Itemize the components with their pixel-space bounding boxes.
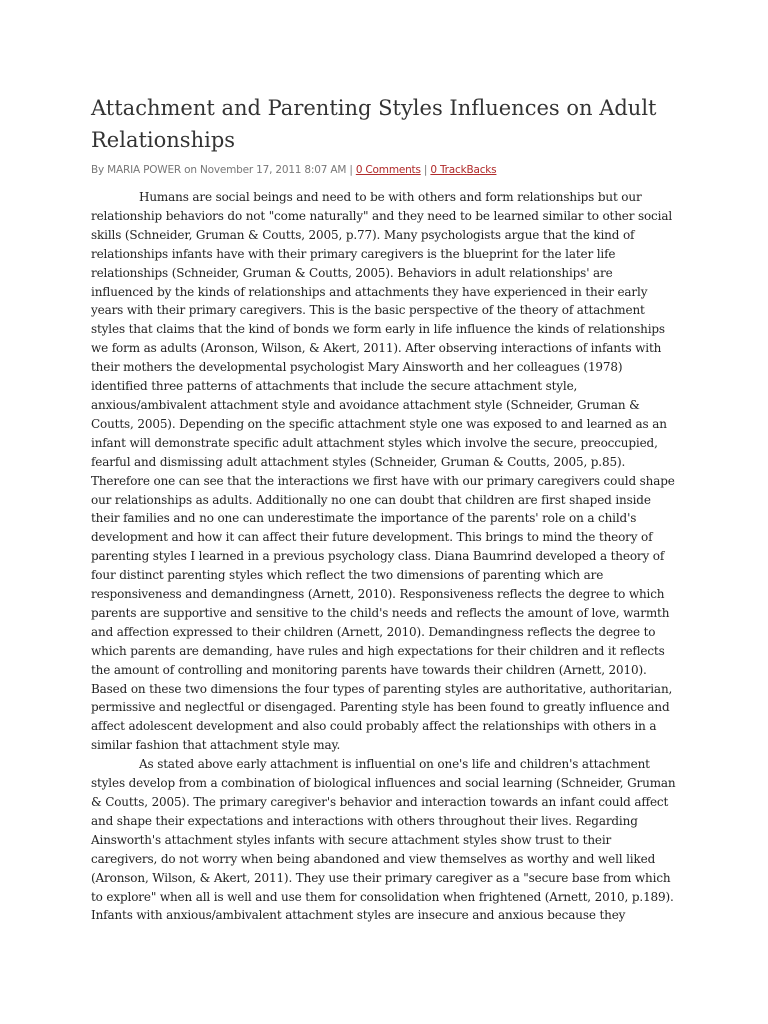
trackbacks-link[interactable]: 0 TrackBacks (430, 164, 497, 176)
article-body (91, 188, 676, 925)
comments-link[interactable]: 0 Comments (355, 164, 421, 176)
byline-author-date: By MARIA POWER on November 17, 2011 8:07 AM | (91, 164, 353, 176)
article-title: Attachment and Parenting Styles Influences on Adult Relationships (91, 96, 657, 152)
paragraph: Humans are social beings and need to be with others and form relationships but our relationship behaviors do not "come naturally" and they need to be learned similar to other social skills (Schneider, Gruman & Coutts, 2005, p.77). Many psychologists argue that the kind of relationships infants have with their primary caregivers is the blueprint for the later life relationships (Schneider, Gruman & Coutts, 2005). Behaviors in adult relationships' are influenced by the kinds of relationships and attachments they have experienced in their early years with their primary caregivers. This is the basic perspective of the theory of attachment styles that claims that the kind of bonds we form early in life influence the kinds of relationships we form as adults (Aronson, Wilson, & Akert, 2011). After observing interactions of infants with their mothers the developmental psychologist Mary Ainsworth and her colleagues (1978) identified three patterns of attachments that include the secure attachment style, anxious/ambivalent attachment style and avoidance attachment style (Schneider, Gruman & Coutts, 2005). Depending on the specific attachment style one was exposed to and learned as an infant will demonstrate specific adult attachment styles which involve the secure, preoccupied, fearful and dismissing adult attachment styles (Schneider, Gruman & Coutts, 2005, p.85). Therefore one can see that the interactions we first have with our primary caregivers could shape our relationships as adults. Additionally no one can doubt that children are first shaped inside their families and no one can underestimate the importance of the parents' role on a child's development and how it can affect their future development. This brings to mind the theory of parenting styles I learned in a previous psychology class. Diana Baumrind developed a theory of four distinct parenting styles which reflect the two dimensions of parenting which are responsiveness and demandingness (Arnett, 2010). Responsiveness reflects the degree to which parents are supportive and sensitive to the child's needs and reflects the amount of love, warmth and affection expressed to their children (Arnett, 2010). Demandingness reflects the degree to which parents are demanding, have rules and high expectations for their children and it reflects the amount of controlling and monitoring parents have towards their children (Arnett, 2010). Based on these two dimensions the four types of parenting styles are authoritative, authoritarian, permissive and neglectful or disengaged. Parenting style has been found to greatly influence and affect adolescent development and also could probably affect the relationships with others in a similar fashion that attachment style may. (91, 190, 675, 753)
byline-separator: | (423, 164, 428, 176)
article-byline (91, 162, 691, 178)
paragraph: As stated above early attachment is influential on one's life and children's attachment styles develop from a combination of biological influences and social learning (Schneider, Gruman & Coutts, 2005). The primary caregiver's behavior and interaction towards an infant could affect and shape their expectations and interactions with others throughout their lives. Regarding Ainsworth's attachment styles infants with secure attachment styles show trust to their caregivers, do not worry when being abandoned and view themselves as worthy and well liked (Aronson, Wilson, & Akert, 2011). They use their primary caregiver as a "secure base from which to explore" when all is well and use them for consolidation when frightened (Arnett, 2010, p.189). Infants with anxious/ambivalent attachment styles are insecure and anxious because they (91, 757, 676, 923)
